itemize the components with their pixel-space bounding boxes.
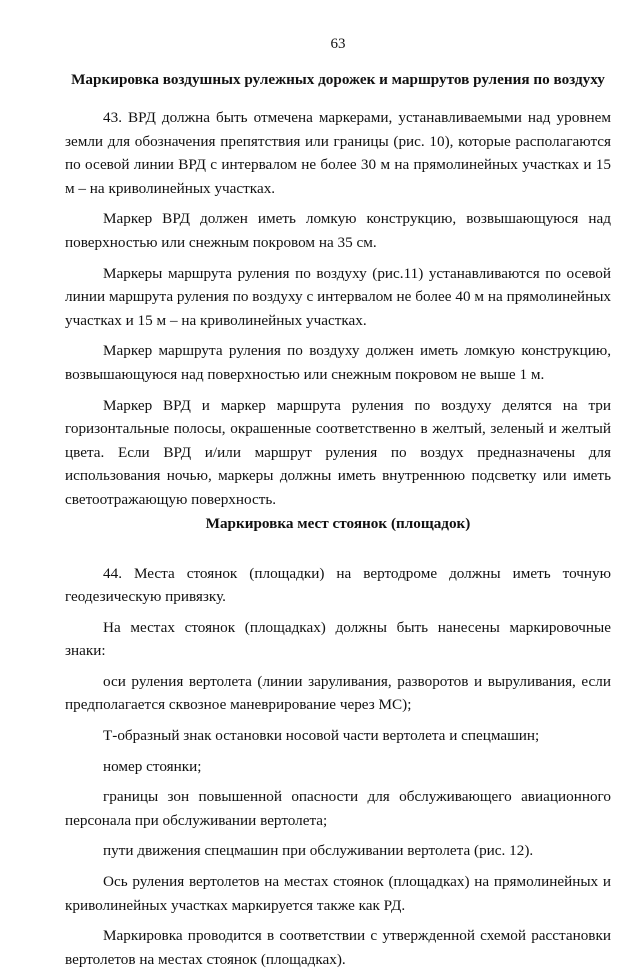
list-item: номер стоянки;: [65, 755, 611, 779]
document-page: [65, 34, 611, 971]
paragraph: 44. Места стоянок (площадки) на вертодроме должны иметь точную геодезическую привязку.: [65, 562, 611, 609]
paragraph: На местах стоянок (площадках) должны быть нанесены маркировочные знаки:: [65, 616, 611, 663]
list-item: границы зон повышенной опасности для обслуживающего авиационного персонала при обслуживании вертолета;: [65, 785, 611, 832]
page-number: 63: [65, 34, 611, 54]
paragraph: Маркер маршрута руления по воздуху должен иметь ломкую конструкцию, возвышающуюся над поверхностью или снежным покровом не выше 1 м.: [65, 339, 611, 386]
paragraph: Маркировка проводится в соответствии с утвержденной схемой расстановки вертолетов на местах стоянок (площадках).: [65, 924, 611, 971]
paragraph: Маркер ВРД и маркер маршрута руления по воздуху делятся на три горизонтальные полосы, окрашенные соответственно в желтый, зеленый и желтый цвета. Если ВРД и/или маршрут руления по воздух предназначены для использования ночью, маркеры должны иметь внутреннюю подсветку или иметь светоотражающую поверхность.: [65, 394, 611, 512]
section-heading-parking-marking: Маркировка мест стоянок (площадок): [65, 514, 611, 534]
paragraph: Маркер ВРД должен иметь ломкую конструкцию, возвышающуюся над поверхностью или снежным покровом на 35 см.: [65, 207, 611, 254]
paragraph: Ось руления вертолетов на местах стоянок (площадках) на прямолинейных и криволинейных участках маркируется также как РД.: [65, 870, 611, 917]
list-item: пути движения спецмашин при обслуживании вертолета (рис. 12).: [65, 839, 611, 863]
section-body-taxiway-marking: [65, 106, 611, 512]
list-item: оси руления вертолета (линии заруливания, разворотов и выруливания, если предполагается сквозное маневрирование через МС);: [65, 670, 611, 717]
paragraph: Маркеры маршрута руления по воздуху (рис.11) устанавливаются по осевой линии маршрута руления по воздуху с интервалом не более 40 м на прямолинейных участках и 15 м – на криволинейных участках.: [65, 262, 611, 333]
list-item: Т-образный знак остановки носовой части вертолета и спецмашин;: [65, 724, 611, 748]
paragraph: 43. ВРД должна быть отмечена маркерами, устанавливаемыми над уровнем земли для обозначения препятствия или границы (рис. 10), которые располагаются по осевой линии ВРД с интервалом не более 30 м на прямолинейных участках и 15 м – на криволинейных участках.: [65, 106, 611, 200]
section-heading-taxiway-marking: Маркировка воздушных рулежных дорожек и маршрутов руления по воздуху: [65, 70, 611, 90]
section-body-parking-marking: [65, 562, 611, 971]
